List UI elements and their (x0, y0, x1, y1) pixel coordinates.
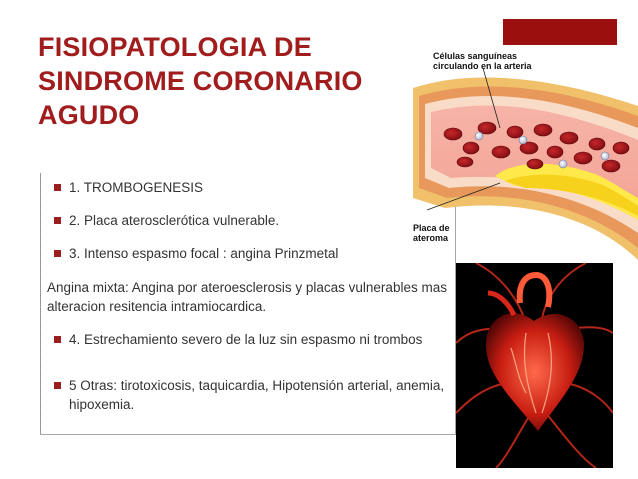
artery-label-plaque-line-2: ateroma (413, 233, 449, 243)
accent-bar (503, 19, 617, 45)
glowing-heart-illustration (456, 263, 613, 468)
paragraph-angina-mixta (47, 278, 449, 316)
title-line-1: FISIOPATOLOGIA DE (38, 32, 312, 62)
artery-label-cells-line-2: circulando en la arteria (433, 61, 532, 71)
list-item-espasmo (47, 244, 449, 263)
content-box-border (40, 173, 41, 434)
slide-title (38, 30, 418, 132)
artery-label-plaque (413, 223, 450, 243)
list-item-text: 3. Intenso espasmo focal : angina Prinzmetal (69, 246, 339, 261)
list-item-text: 4. Estrechamiento severo de la luz sin espasmo ni trombos (69, 332, 423, 347)
content-box (40, 173, 456, 435)
square-bullet-icon (54, 217, 61, 224)
square-bullet-icon (54, 250, 61, 257)
heart-illustration-frame (456, 263, 613, 468)
paragraph-text: Angina mixta: Angina por ateroesclerosis y placas vulnerables mas alteracion resitencia intramiocardica. (47, 280, 447, 314)
list-item-otras (47, 376, 449, 414)
artery-label-cells (433, 51, 532, 71)
square-bullet-icon (54, 336, 61, 343)
list-item-text: 1. TROMBOGENESIS (69, 180, 204, 195)
list-item-trombogenesis (47, 178, 449, 197)
list-item-text: 2. Placa aterosclerótica vulnerable. (69, 213, 280, 228)
list-item-text: 5 Otras: tirotoxicosis, taquicardia, Hipotensión arterial, anemia, hipoxemia. (69, 378, 445, 412)
list-item-placa (47, 211, 449, 230)
title-line-2: SINDROME CORONARIO (38, 66, 363, 96)
square-bullet-icon (54, 382, 61, 389)
title-line-3: AGUDO (38, 100, 140, 130)
square-bullet-icon (54, 184, 61, 191)
artery-label-cells-line-1: Células sanguíneas (433, 51, 518, 61)
list-item-estrechamiento (47, 330, 449, 349)
artery-label-plaque-line-1: Placa de (413, 223, 450, 233)
